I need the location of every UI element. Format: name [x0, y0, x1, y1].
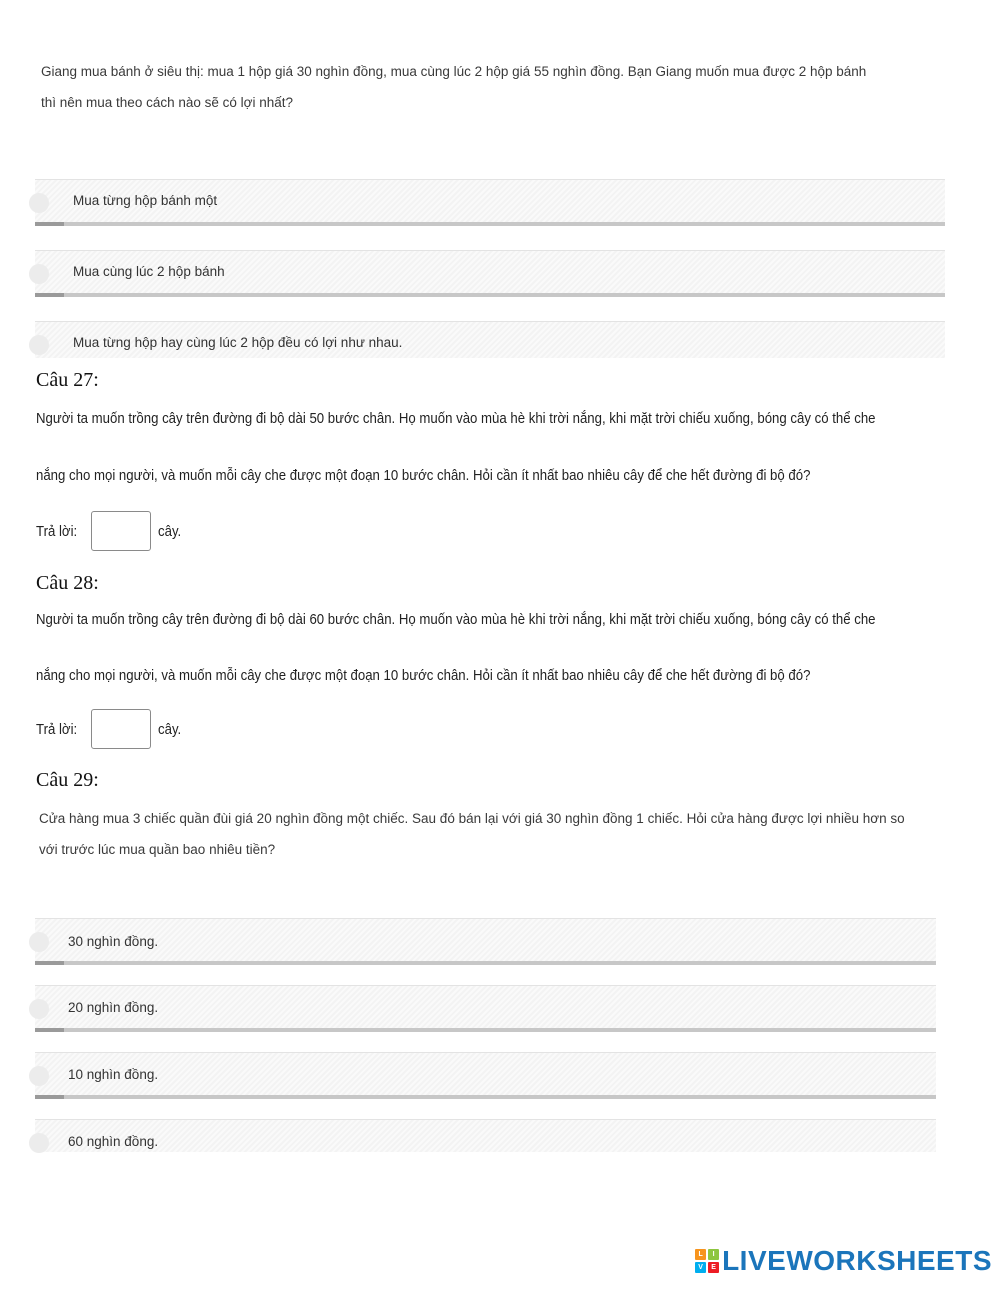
q28-heading: Câu 28: [36, 572, 99, 594]
q29-text-line2: với trước lúc mua quần bao nhiêu tiền? [39, 842, 276, 857]
q26-text-line2: thì nên mua theo cách nào sẽ có lợi nhất? [41, 95, 294, 110]
q29-heading: Câu 29: [36, 769, 99, 791]
radio-icon[interactable] [29, 335, 49, 355]
radio-icon[interactable] [29, 264, 49, 284]
q29-text-line1: Cửa hàng mua 3 chiếc quần đùi giá 20 nghìn đồng một chiếc. Sau đó bán lại với giá 30 nghìn đồng 1 chiếc. Hỏi cửa hàng được lợi nhiều hơn so [39, 811, 905, 826]
q26-option-1[interactable] [35, 179, 945, 226]
q29-option-3[interactable] [35, 1052, 936, 1099]
answer-label: Trả lời: [36, 522, 78, 540]
option-label: 20 nghìn đồng. [68, 1000, 159, 1015]
q27-text-line2: nắng cho mọi người, và muốn mỗi cây che được một đoạn 10 bước chân. Hỏi cần ít nhất bao nhiêu cây để che hết đường đi bộ đó? [36, 467, 811, 484]
q26-text-line1: Giang mua bánh ở siêu thị: mua 1 hộp giá 30 nghìn đồng, mua cùng lúc 2 hộp giá 55 nghìn đồng. Bạn Giang muốn mua được 2 hộp bánh [41, 64, 867, 79]
option-label: 30 nghìn đồng. [68, 934, 159, 949]
q26-option-2[interactable] [35, 250, 945, 297]
q29-options [35, 918, 936, 1176]
radio-icon[interactable] [29, 999, 49, 1019]
q27-answer-input[interactable] [91, 511, 151, 551]
q26-options [35, 179, 945, 382]
option-label: Mua cùng lúc 2 hộp bánh [73, 264, 225, 279]
logo-block: E [708, 1262, 719, 1273]
radio-icon[interactable] [29, 1133, 49, 1153]
q27-answer-row [36, 511, 184, 551]
radio-icon[interactable] [29, 1066, 49, 1086]
logo-blocks-icon [695, 1249, 719, 1273]
answer-unit: cây. [157, 522, 182, 540]
radio-icon[interactable] [29, 193, 49, 213]
q26-option-3[interactable] [35, 321, 945, 358]
logo-block: V [695, 1262, 706, 1273]
q29-option-2[interactable] [35, 985, 936, 1032]
q28-text-line2: nắng cho mọi người, và muốn mỗi cây che được một đoạn 10 bước chân. Hỏi cần ít nhất bao nhiêu cây để che hết đường đi bộ đó? [36, 667, 811, 684]
q29-option-4[interactable] [35, 1119, 936, 1152]
q29-question-text [39, 803, 949, 865]
logo-block: I [708, 1249, 719, 1260]
option-label: Mua từng hộp hay cùng lúc 2 hộp đều có lợi như nhau. [73, 335, 403, 350]
q26-question-text [41, 56, 951, 118]
answer-label: Trả lời: [36, 720, 78, 738]
option-label: 60 nghìn đồng. [68, 1134, 159, 1149]
option-label: 10 nghìn đồng. [68, 1067, 159, 1082]
q28-answer-row [36, 709, 184, 749]
answer-unit: cây. [157, 720, 182, 738]
q28-text-line1: Người ta muốn trồng cây trên đường đi bộ dài 60 bước chân. Họ muốn vào mùa hè khi trời nắng, khi mặt trời chiếu xuống, bóng cây có thể che [36, 611, 876, 628]
radio-icon[interactable] [29, 932, 49, 952]
liveworksheets-logo [695, 1245, 992, 1277]
q29-option-1[interactable] [35, 918, 936, 965]
option-label: Mua từng hộp bánh một [73, 193, 218, 208]
logo-block: L [695, 1249, 706, 1260]
q27-heading: Câu 27: [36, 369, 99, 391]
q28-answer-input[interactable] [91, 709, 151, 749]
q27-text-line1: Người ta muốn trồng cây trên đường đi bộ dài 50 bước chân. Họ muốn vào mùa hè khi trời nắng, khi mặt trời chiếu xuống, bóng cây có thể che [36, 410, 876, 427]
logo-text: LIVEWORKSHEETS [722, 1245, 992, 1276]
